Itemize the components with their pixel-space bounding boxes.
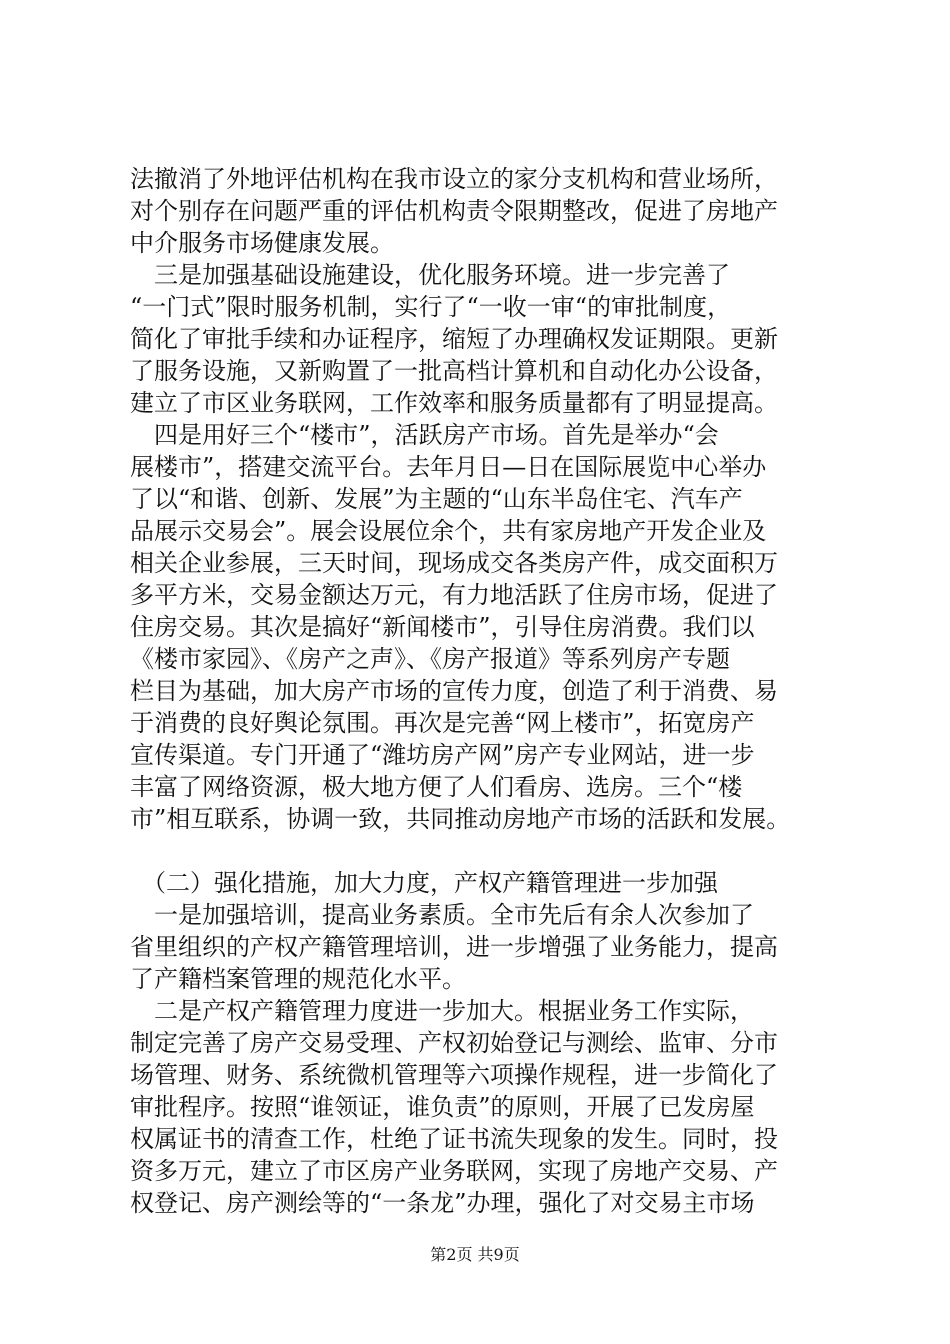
page-number-footer: 第2页 共9页 xyxy=(430,1245,520,1264)
section-heading: （二）强化措施，加大力度，产权产籍管理进一步加强 xyxy=(130,869,718,897)
document-body xyxy=(130,163,850,1219)
paragraph-gap xyxy=(130,835,850,867)
text-line: 了产籍档案管理的规范化水平。 xyxy=(130,965,466,993)
text-line: “一门式”限时服务机制，实行了“一收一审“的审批制度， xyxy=(130,293,732,321)
text-line: 四是用好三个“楼市”，活跃房产市场。首先是举办“会 xyxy=(130,421,719,449)
text-line: 权属证书的清查工作，杜绝了证书流失现象的发生。同时，投 xyxy=(130,1125,778,1153)
text-line: 审批程序。按照“谁领证，谁负责”的原则，开展了已发房屋 xyxy=(130,1093,755,1121)
text-line: 一是加强培训，提高业务素质。全市先后有余人次参加了 xyxy=(130,901,754,929)
text-line: 栏目为基础，加大房产市场的宣传力度，创造了利于消费、易 xyxy=(130,677,778,705)
text-line: 于消费的良好舆论氛围。再次是完善“网上楼市”，拓宽房产 xyxy=(130,709,755,737)
text-line: 展楼市”，搭建交流平台。去年月日—日在国际展览中心举办 xyxy=(130,453,767,481)
text-line: 二是产权产籍管理力度进一步加大。根据业务工作实际， xyxy=(130,997,754,1025)
text-line: 住房交易。其次是搞好“新闻楼市”，引导住房消费。我们以 xyxy=(130,613,755,641)
text-line: 制定完善了房产交易受理、产权初始登记与测绘、监审、分市 xyxy=(130,1029,778,1057)
text-line: 中介服务市场健康发展。 xyxy=(130,229,394,257)
text-line: 了以“和谐、创新、发展”为主题的“山东半岛住宅、汽车产 xyxy=(130,485,743,513)
text-line: 建立了市区业务联网，工作效率和服务质量都有了明显提高。 xyxy=(130,389,778,417)
text-line: 资多万元，建立了市区房产业务联网，实现了房地产交易、产 xyxy=(130,1157,778,1185)
text-line: 相关企业参展，三天时间，现场成交各类房产件，成交面积万 xyxy=(130,549,778,577)
text-line: 市”相互联系，协调一致，共同推动房地产市场的活跃和发展。 xyxy=(130,805,791,833)
text-line: 简化了审批手续和办证程序，缩短了办理确权发证期限。更新 xyxy=(130,325,778,353)
text-line: 法撤消了外地评估机构在我市设立的家分支机构和营业场所， xyxy=(130,165,778,193)
text-line: 丰富了网络资源，极大地方便了人们看房、选房。三个“楼 xyxy=(130,773,743,801)
text-line: 三是加强基础设施建设，优化服务环境。进一步完善了 xyxy=(130,261,730,289)
text-line: 场管理、财务、系统微机管理等六项操作规程，进一步简化了 xyxy=(130,1061,778,1089)
text-line: 对个别存在问题严重的评估机构责令限期整改，促进了房地产 xyxy=(130,197,778,225)
text-line: 权登记、房产测绘等的“一条龙”办理，强化了对交易主市场 xyxy=(130,1189,755,1217)
text-line: 《楼市家园》、《房产之声》、《房产报道》等系列房产专题 xyxy=(130,645,730,673)
text-line: 宣传渠道。专门开通了“潍坊房产网”房产专业网站，进一步 xyxy=(130,741,755,769)
text-line: 多平方米，交易金额达万元，有力地活跃了住房市场，促进了 xyxy=(130,581,778,609)
text-line: 品展示交易会”。展会设展位余个，共有家房地产开发企业及 xyxy=(130,517,767,545)
text-line: 省里组织的产权产籍管理培训，进一步增强了业务能力，提高 xyxy=(130,933,778,961)
text-line: 了服务设施，又新购置了一批高档计算机和自动化办公设备， xyxy=(130,357,778,385)
